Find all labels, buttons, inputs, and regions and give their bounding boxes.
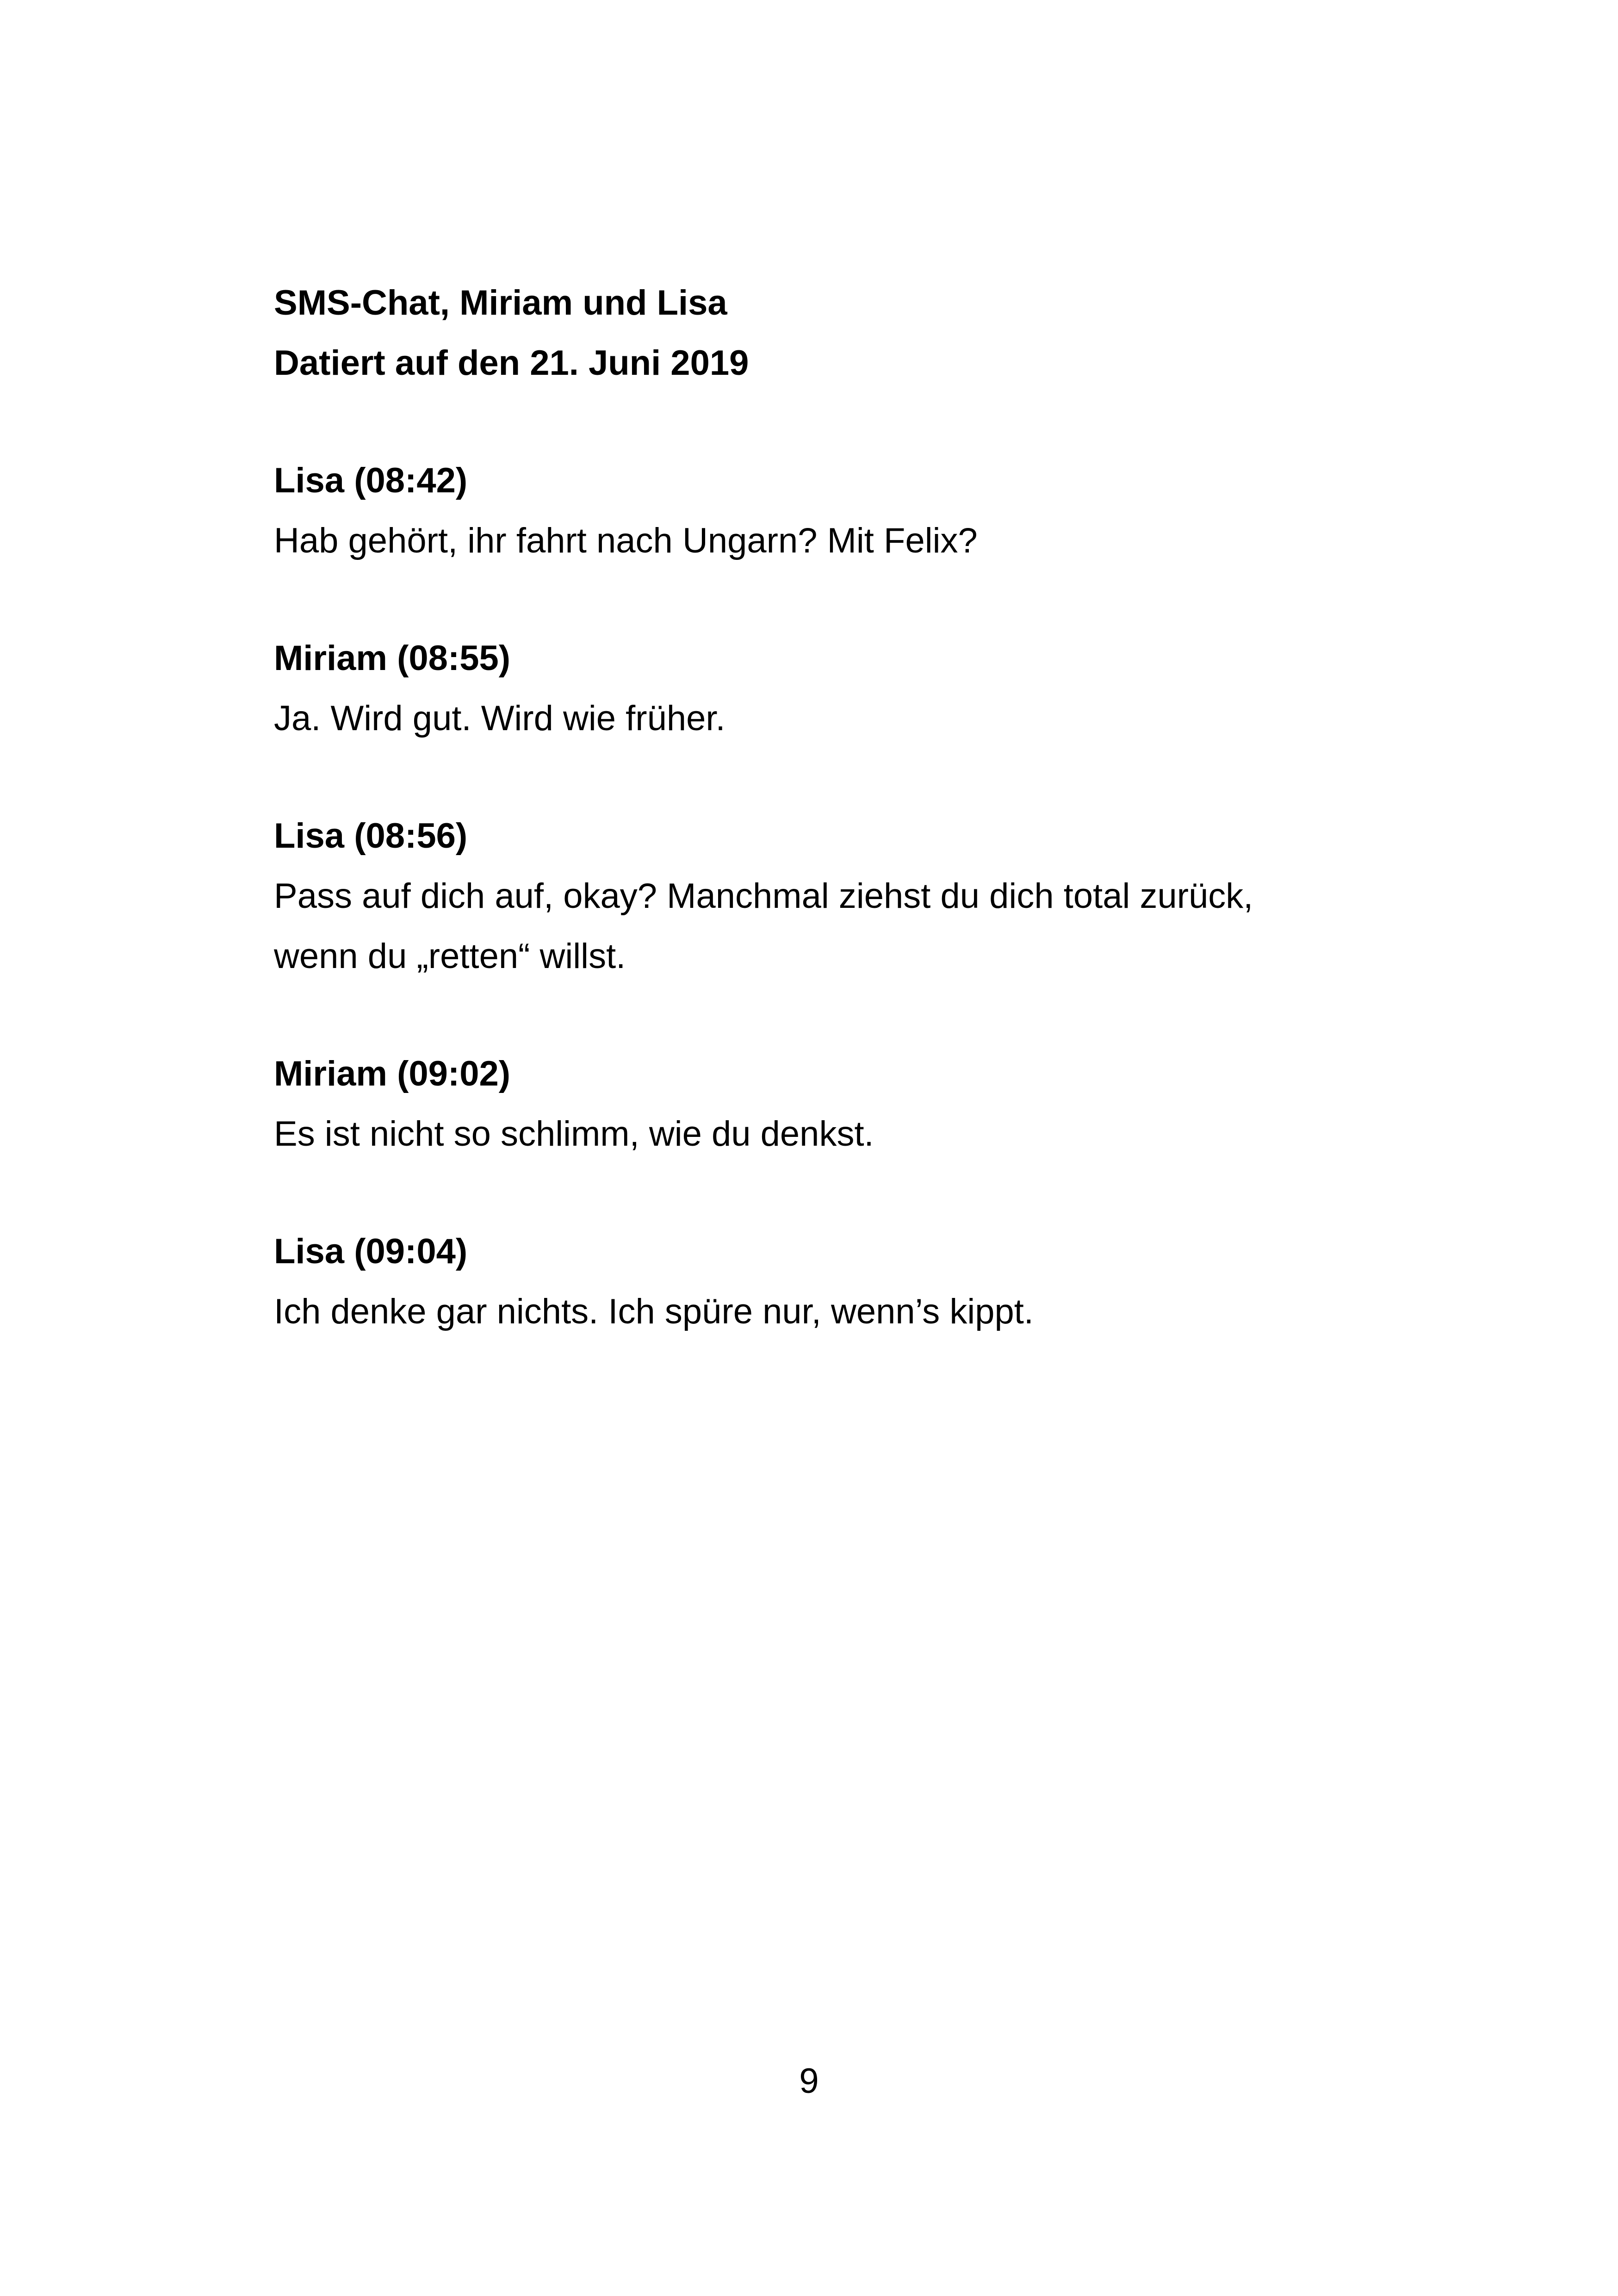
document-title: SMS-Chat, Miriam und Lisa [274, 283, 727, 323]
message-text: Ich denke gar nichts. Ich spüre nur, wenn’s kippt. [274, 1292, 1034, 1331]
message-sender: Miriam (08:55) [274, 639, 511, 678]
message-sender: Lisa (08:56) [274, 816, 468, 856]
message-text: Es ist nicht so schlimm, wie du denkst. [274, 1114, 874, 1154]
message-sender: Lisa (08:42) [274, 461, 468, 500]
message-text: wenn du „retten“ willst. [274, 937, 626, 976]
message-text: Hab gehört, ihr fahrt nach Ungarn? Mit Felix? [274, 521, 978, 560]
message-sender: Miriam (09:02) [274, 1054, 511, 1093]
message-sender: Lisa (09:04) [274, 1232, 468, 1271]
page-number: 9 [799, 2061, 819, 2101]
document-date: Datiert auf den 21. Juni 2019 [274, 343, 749, 383]
message-text: Pass auf dich auf, okay? Manchmal ziehst du dich total zurück, [274, 876, 1253, 916]
message-text: Ja. Wird gut. Wird wie früher. [274, 699, 725, 738]
chat-transcript [274, 273, 1384, 1342]
